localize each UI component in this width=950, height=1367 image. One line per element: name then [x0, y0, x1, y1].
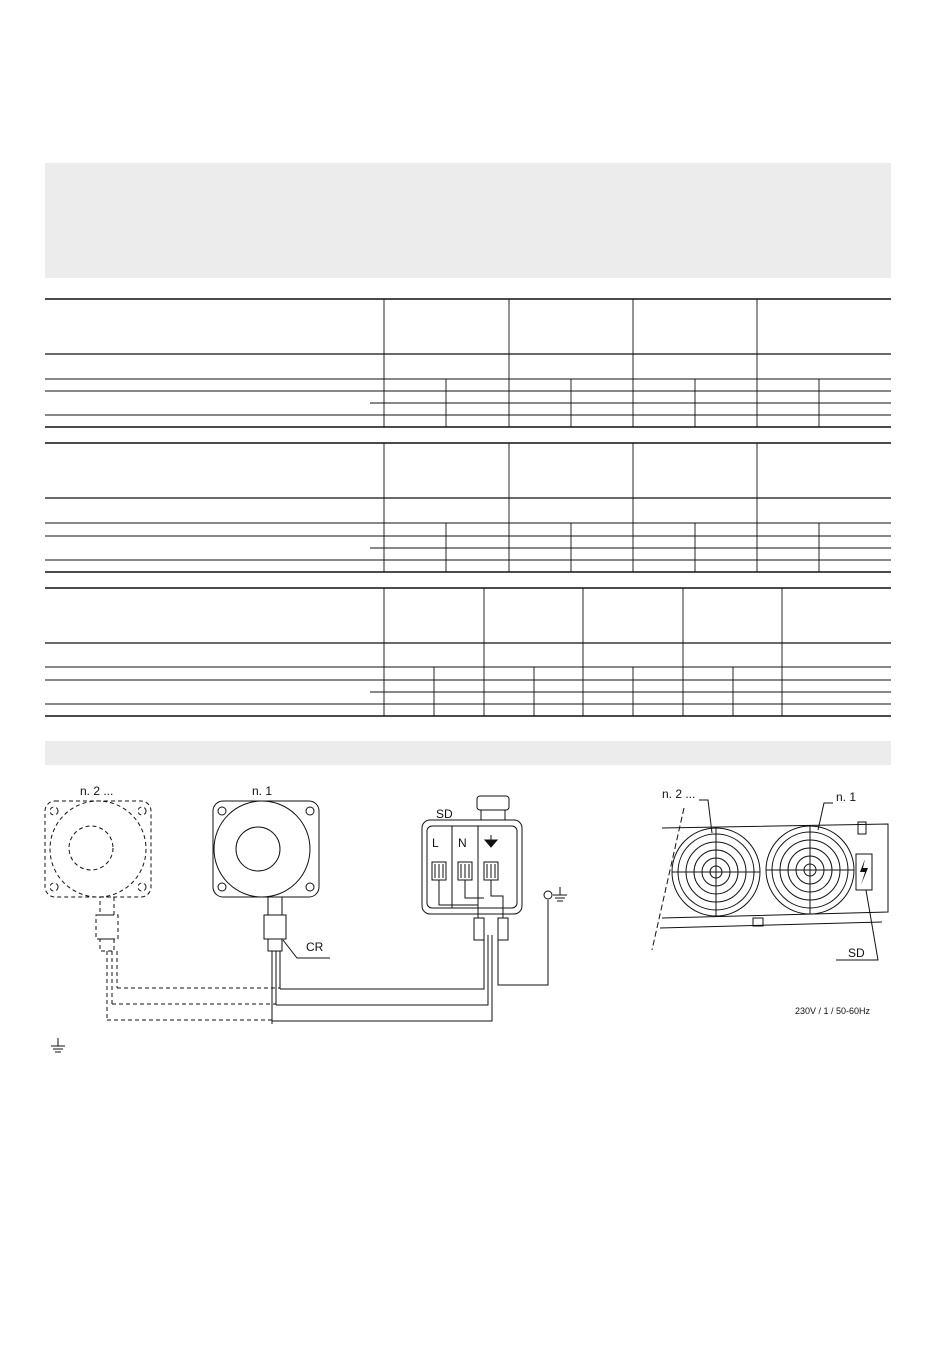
spec-table-1	[45, 297, 891, 431]
section-band	[45, 741, 891, 765]
fan-motor-n2	[45, 801, 151, 1020]
ground-legend-icon	[51, 1038, 65, 1052]
unit-switch-label: SD	[848, 946, 865, 960]
fan-n2-label: n. 2 ...	[80, 784, 114, 798]
terminal-l-label: L	[432, 836, 439, 850]
switch-box-sd	[422, 796, 522, 940]
header-band	[45, 163, 891, 278]
earth-terminal-icon	[485, 835, 497, 847]
unit-fan-n2	[672, 828, 760, 916]
switch-box-label: SD	[436, 807, 453, 821]
terminal-n-label: N	[458, 836, 467, 850]
electrical-hazard-icon	[860, 859, 868, 885]
unit-drawing	[652, 800, 888, 960]
power-supply-label: 230V / 1 / 50-60Hz	[795, 1006, 871, 1016]
cable-gland-label: CR	[306, 940, 324, 954]
unit-fan-n1-label: n. 1	[836, 790, 857, 804]
spec-table-3	[45, 585, 891, 720]
ground-icon	[553, 887, 567, 901]
unit-fan-n1	[766, 826, 854, 914]
fan-n1-label: n. 1	[252, 784, 273, 798]
spec-table-2	[45, 440, 891, 576]
unit-fan-n2-label: n. 2 ...	[662, 787, 696, 801]
fan-motor-n1	[213, 801, 330, 1024]
